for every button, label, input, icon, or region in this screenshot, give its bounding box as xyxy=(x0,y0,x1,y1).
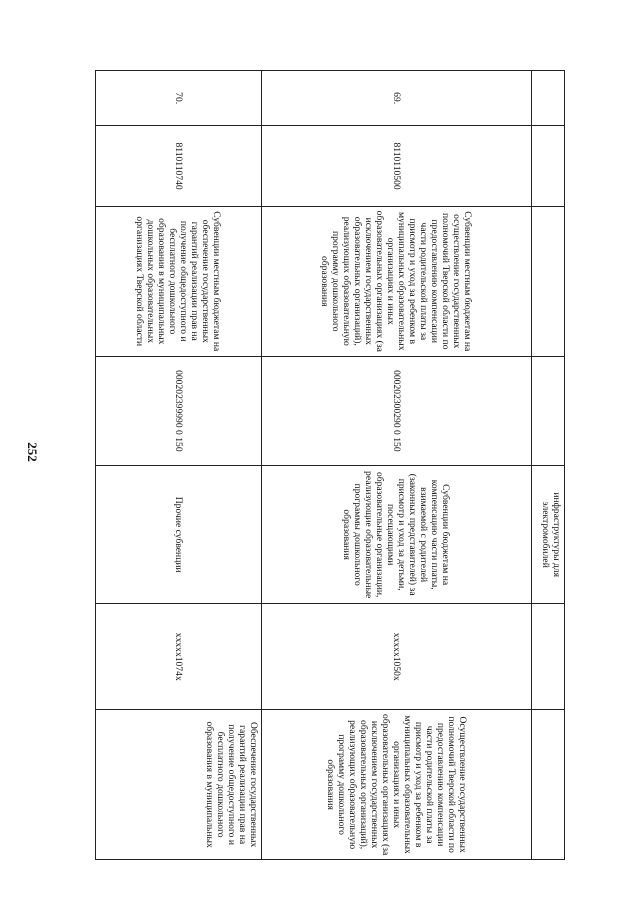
row-name: Субвенции местным бюджетам на осуществление государственных полномочий Тверской области по предоставлению компенсации части родительской платы за присмотр и уход за ребенком в муниципальных образовательных организациях и иных образовательных организациях (за исключением государственных образовательных организаций), реализующих образовательную программу дошкольного образования xyxy=(262,206,532,356)
table-landscape xyxy=(95,70,565,860)
header-cell-num xyxy=(532,71,565,126)
row-number: 70. xyxy=(96,71,262,126)
row-code: 8110110740 xyxy=(96,126,262,207)
header-cell-kbk2 xyxy=(532,604,565,710)
header-cell-purpose xyxy=(532,710,565,860)
page-number: 252 xyxy=(25,442,40,462)
row-kbk2: xxxxx1050x xyxy=(262,604,532,710)
row-kbk2: xxxxx1074x xyxy=(96,604,262,710)
row-kbk: 000202300290 0 150 xyxy=(262,356,532,465)
row-number: 69. xyxy=(262,71,532,126)
subsidy-table xyxy=(95,70,565,860)
header-cell-kbk xyxy=(532,356,565,465)
table-row xyxy=(262,71,532,860)
row-purpose: Осуществление государственных полномочий Тверской области по предоставлению компенсации части родительской платы за присмотр и уход за ребенком в муниципальных образовательных организациях и иных образовательных организациях (за исключением государственных образовательных организаций), реализующих образовательную программу дошкольного образования xyxy=(262,710,532,860)
row-income-name: Субвенции бюджетам на компенсацию части платы, взимаемой с родителей (законных представителей) за присмотр и уход за детьми, посещающими образовательные организации, реализующие образовательные программы дошкольного образования xyxy=(262,466,532,604)
row-code: 8110110500 xyxy=(262,126,532,207)
table-header-fragment-row xyxy=(532,71,565,860)
header-cell-name xyxy=(532,206,565,356)
row-purpose: Обеспечение государственных гарантий реализации прав на получение общедоступного и бесплатного дошкольного образования в муниципальных xyxy=(96,710,262,860)
row-kbk: 000202399990 0 150 xyxy=(96,356,262,465)
row-name: Субвенции местным бюджетам на обеспечение государственных гарантий реализации прав на получение общедоступного и бесплатного дошкольного образования в муниципальных дошкольных образовательных организациях Тверской области xyxy=(96,206,262,356)
row-income-name: Прочие субвенции xyxy=(96,466,262,604)
table-row xyxy=(96,71,262,860)
header-cell-income: инфраструктуры для электромобилей xyxy=(532,466,565,604)
header-cell-code xyxy=(532,126,565,207)
